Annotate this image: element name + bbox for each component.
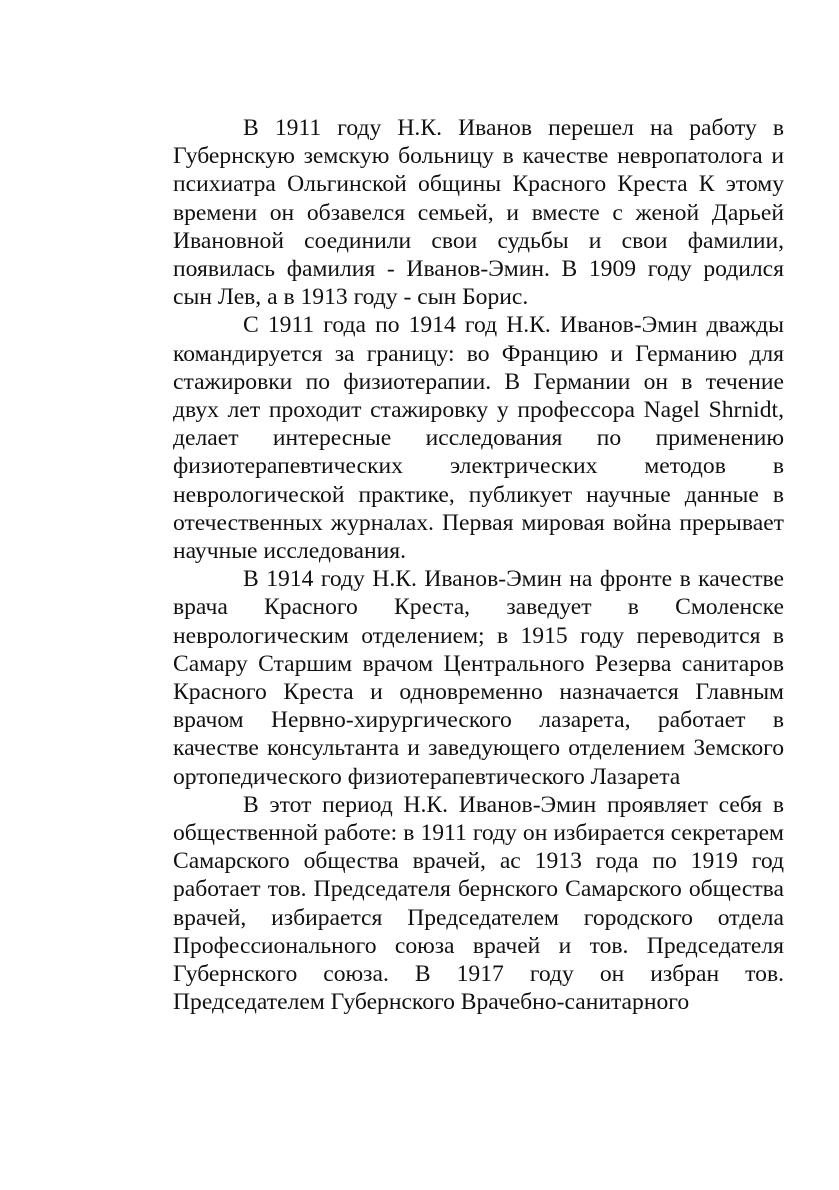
paragraph-1: В 1911 году Н.К. Иванов перешел на работу в Губернскую земскую больницу в качестве невропатолога и психиатра Ольгинской общины Красного Креста К этому времени он обзавелся семьей, и вместе с женой Дарьей Ивановной соединили свои судьбы и свои фамилии, появилась фамилия - Иванов-Эмин. В 1909 году родился сын Лев, а в 1913 году - сын Борис.: [173, 115, 784, 311]
document-body: [173, 114, 784, 1017]
paragraph-4: В этот период Н.К. Иванов-Эмин проявляет себя в общественной работе: в 1911 году он избирается секретарем Самарского общества врачей, ас 1913 года по 1919 год работает тов. Председателя бернского Самарского общества врачей, избирается Председателем городского отдела Профессионального союза врачей и тов. Председателя Губернского союза. В 1917 году он избран тов. Председателем Губернского Врачебно-санитарного: [173, 791, 784, 1016]
paragraph-2: С 1911 года по 1914 год Н.К. Иванов-Эмин дважды командируется за границу: во Францию и Германию для стажировки по физиотерапии. В Германии он в течение двух лет проходит стажировку у профессора Nagel Shrnidt, делает интересные исследования по применению физиотерапевтических электрических методов в неврологической практике, публикует научные данные в отечественных журналах. Первая мировая война прерывает научные исследования.: [173, 312, 784, 565]
paragraph-3: В 1914 году Н.К. Иванов-Эмин на фронте в качестве врача Красного Креста, заведует в Смоленске неврологическим отделением; в 1915 году переводится в Самару Старшим врачом Центрального Резерва санитаров Красного Креста и одновременно назначается Главным врачом Нервно-хирургического лазарета, работает в качестве консультанта и заведующего отделением Земского ортопедического физиотерапевтического Лазарета: [173, 566, 784, 790]
